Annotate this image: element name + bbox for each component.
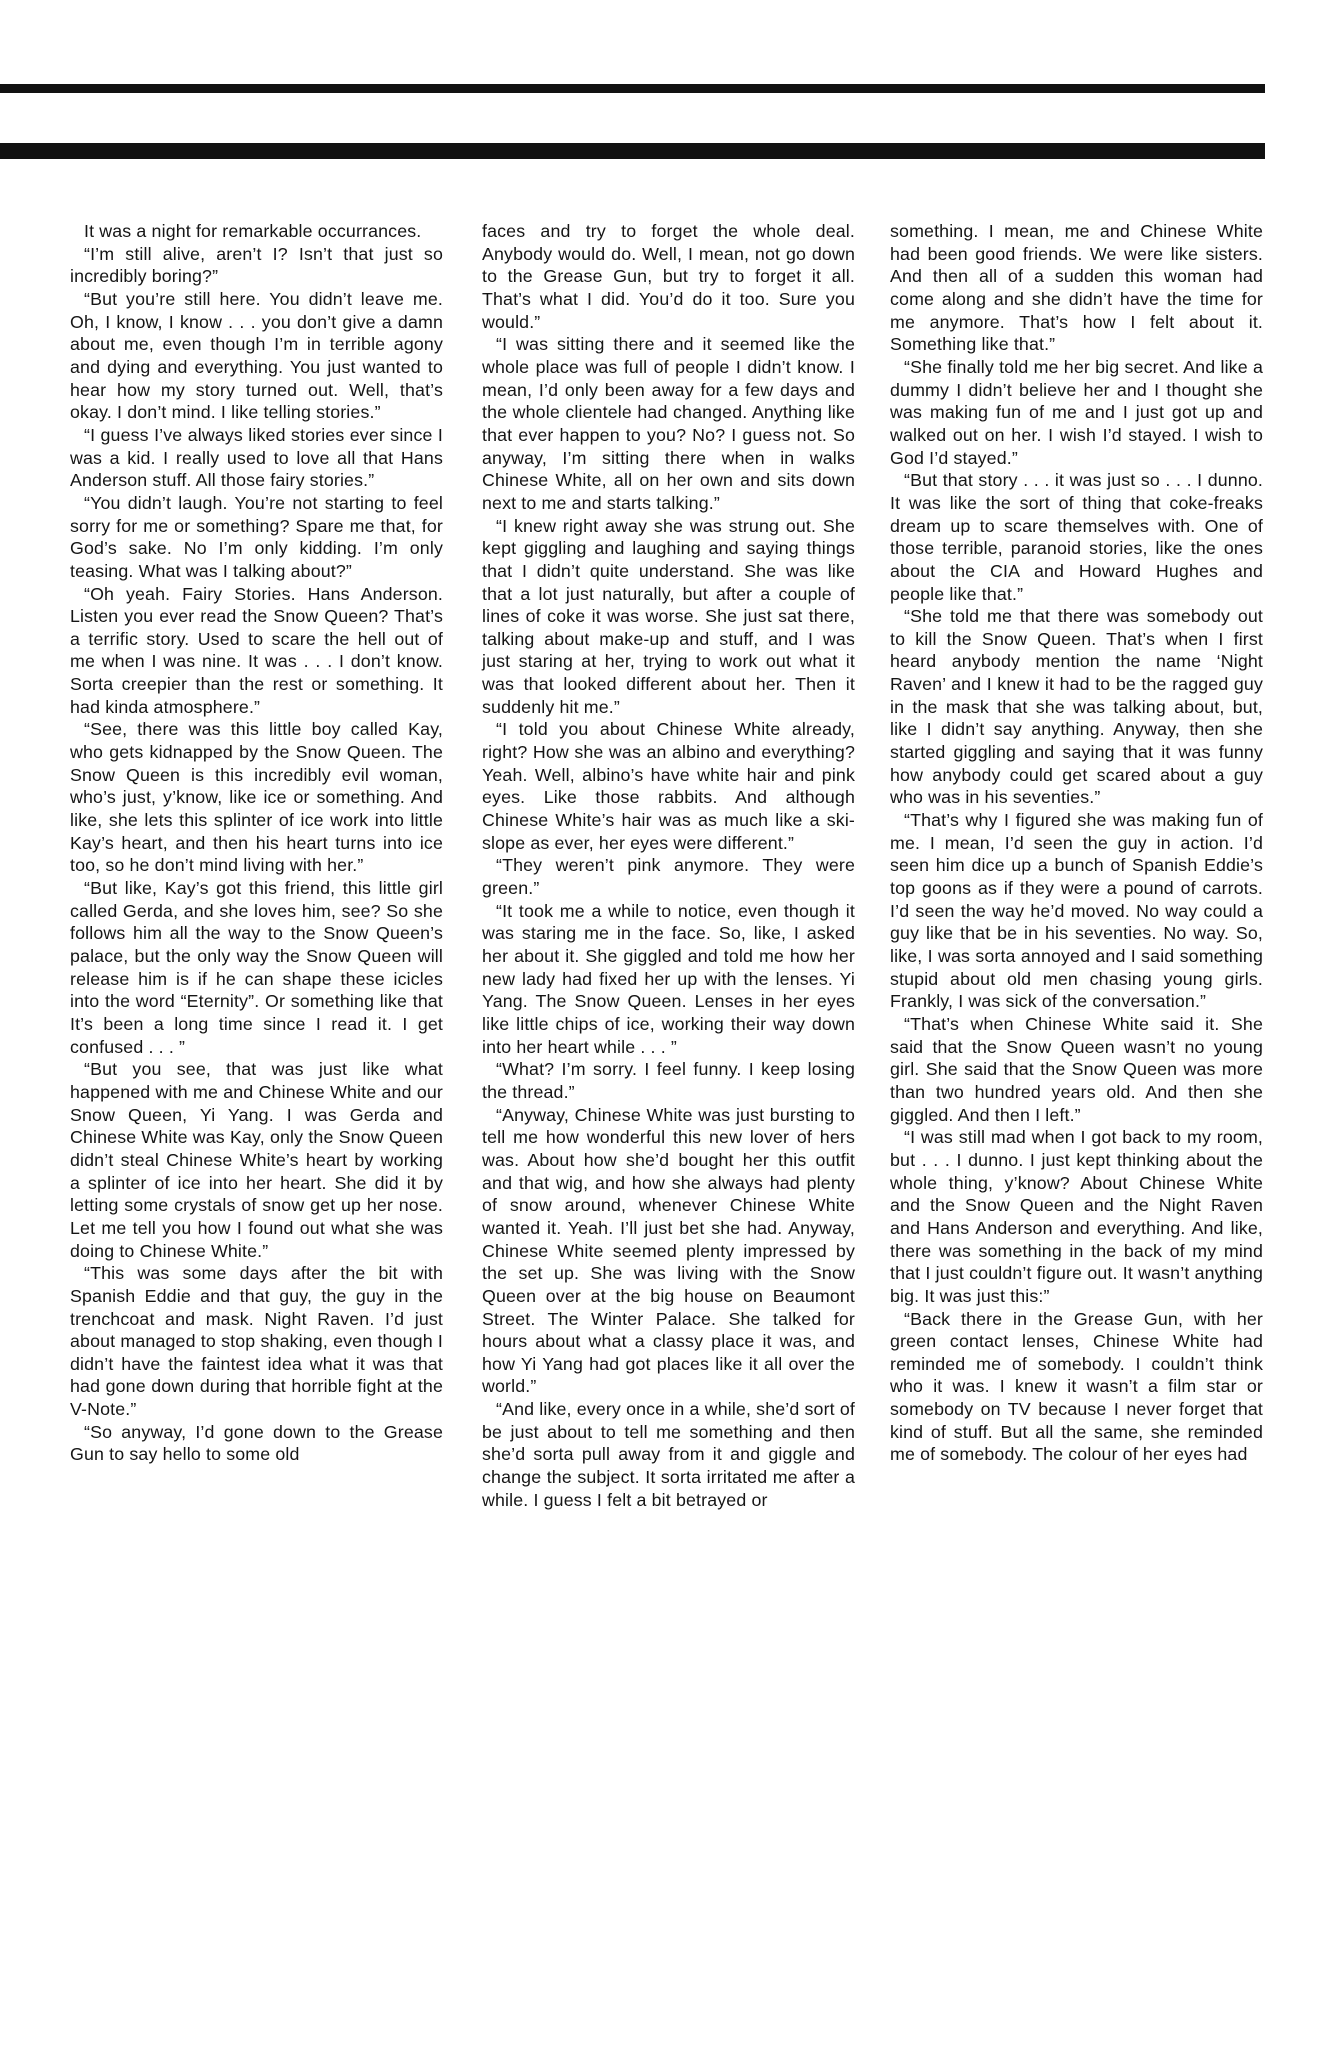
paragraph: “But that story . . . it was just so . . . I dunno. It was like the sort of thing that coke-freaks dream up to scare themselves with. One of those terrible, paranoid stories, like the ones about the CIA and Howard Hughes and people like that.”: [890, 470, 1263, 604]
paragraph: “She told me that there was somebody out to kill the Snow Queen. That’s when I first heard anybody mention the name ‘Night Raven’ and I knew it had to be the ragged guy in the mask that she was talking about, but, like I didn’t say anything. Anyway, then she started giggling and saying that it was funny how anybody could get scared about a guy who was in his seventies.”: [890, 606, 1263, 808]
paragraph: “It took me a while to notice, even though it was staring me in the face. So, like, I asked her about it. She giggled and told me how her new lady had fixed her up with the lenses. Yi Yang. The Snow Queen. Lenses in her eyes like little chips of ice, working their way down into her heart while . . . ”: [482, 900, 855, 1057]
paragraph: “But you see, that was just like what happened with me and Chinese White and our Snow Queen, Yi Yang. I was Gerda and Chinese White was Kay, only the Snow Queen didn’t steal Chinese White’s heart by working a splinter of ice into her heart. She did it by letting some crystals of snow get up her nose. Let me tell you how I found out what she was doing to Chinese White.”: [70, 1059, 443, 1261]
paragraph: “But like, Kay’s got this friend, this little girl called Gerda, and she loves him, see? So she follows him all the way to the Snow Queen’s palace, but the only way the Snow Queen will release him is if he can shape these icicles into the word “Eternity”. Or something like that It’s been a long time since I read it. I get confused . . . ”: [70, 878, 443, 1057]
paragraph: “I told you about Chinese White already, right? How she was an albino and everything? Yeah. Well, albino’s have white hair and pink eyes. Like those rabbits. And although Chinese White’s hair was as much like a ski-slope as ever, her eyes were different.”: [482, 719, 855, 853]
paragraph: “She finally told me her big secret. And like a dummy I didn’t believe her and I thought she was making fun of me and I just got up and walked out on her. I wish I’d stayed. I wish to God I’d stayed.”: [890, 356, 1263, 468]
paragraph: “Back there in the Grease Gun, with her green contact lenses, Chinese White had reminded me of somebody. I couldn’t think who it was. I knew it wasn’t a film star or somebody on TV because I never forget that kind of stuff. But all the same, she reminded me of somebody. The colour of her eyes had: [890, 1308, 1263, 1465]
text-column-3: [890, 220, 1263, 1466]
paragraph: “I was sitting there and it seemed like the whole place was full of people I didn’t know. I mean, I’d only been away for a few days and the whole clientele had changed. Anything like that ever happen to you? No? I guess not. So anyway, I’m sitting there when in walks Chinese White, all on her own and sits down next to me and starts talking.”: [482, 334, 855, 513]
paragraph: “Oh yeah. Fairy Stories. Hans Anderson. Listen you ever read the Snow Queen? That’s a terrific story. Used to scare the hell out of me when I was nine. It was . . . I don’t know. Sorta creepier than the rest or something. It had kinda atmosphere.”: [70, 583, 443, 717]
text-column-1: [70, 220, 443, 1466]
paragraph: “You didn’t laugh. You’re not starting to feel sorry for me or something? Spare me that, for God’s sake. No I’m only kidding. I’m only teasing. What was I talking about?”: [70, 492, 443, 581]
paragraph: “I’m still alive, aren’t I? Isn’t that just so incredibly boring?”: [70, 243, 443, 287]
paragraph: “I knew right away she was strung out. She kept giggling and laughing and saying things that I didn’t quite understand. She was like that a lot just naturally, but after a couple of lines of coke it was worse. She just sat there, talking about make-up and stuff, and I was just staring at her, trying to work out what it was that looked different about her. Then it suddenly hit me.”: [482, 515, 855, 717]
paragraph: “This was some days after the bit with Spanish Eddie and that guy, the guy in the trenchcoat and mask. Night Raven. I’d just about managed to stop shaking, even though I didn’t have the faintest idea what it was that had gone down during that horrible fight at the V-Note.”: [70, 1263, 443, 1420]
paragraph: “They weren’t pink anymore. They were green.”: [482, 855, 855, 899]
paragraph: “What? I’m sorry. I feel funny. I keep losing the thread.”: [482, 1059, 855, 1102]
top-rule: [0, 84, 1265, 93]
paragraph: “See, there was this little boy called Kay, who gets kidnapped by the Snow Queen. The Snow Queen is this incredibly evil woman, who’s just, y’know, like ice or something. And like, she lets this splinter of ice work into little Kay’s heart, and then his heart turns into ice too, so he don’t mind living with her.”: [70, 719, 443, 876]
paragraph: “I guess I’ve always liked stories ever since I was a kid. I really used to love all that Hans Anderson stuff. All those fairy stories.”: [70, 424, 443, 491]
paragraph: “Anyway, Chinese White was just bursting to tell me how wonderful this new lover of hers was. About how she’d bought her this outfit and that wig, and how she always had plenty of snow around, whenever Chinese White wanted it. Yeah. I’ll just bet she had. Anyway, Chinese White seemed plenty impressed by the set up. She was living with the Snow Queen over at the big house on Beaumont Street. The Winter Palace. She talked for hours about what a classy place it was, and how Yi Yang had got places like it all over the world.”: [482, 1104, 855, 1397]
paragraph: “That’s when Chinese White said it. She said that the Snow Queen wasn’t no young girl. She said that the Snow Queen was more than two hundred years old. And then she giggled. And then I left.”: [890, 1013, 1263, 1125]
paragraph: something. I mean, me and Chinese White had been good friends. We were like sisters. And then all of a sudden this woman had come along and she didn’t have the time for me anymore. That’s how I felt about it. Something like that.”: [890, 221, 1263, 355]
paragraph: faces and try to forget the whole deal. Anybody would do. Well, I mean, not go down to the Grease Gun, but try to forget it all. That’s what I did. You’d do it too. Sure you would.”: [482, 221, 855, 332]
paragraph: “I was still mad when I got back to my room, but . . . I dunno. I just kept thinking about the whole thing, y’know? About Chinese White and the Snow Queen and the Night Raven and Hans Anderson and everything. And like, there was something in the back of my mind that I just couldn’t figure out. It wasn’t anything big. It was just this:”: [890, 1127, 1263, 1306]
paragraph: “And like, every once in a while, she’d sort of be just about to tell me something and then she’d sorta pull away from it and giggle and change the subject. It sorta irritated me after a while. I guess I felt a bit betrayed or: [482, 1399, 855, 1510]
paragraph: It was a night for remarkable occurrances.: [84, 221, 422, 241]
text-column-2: [482, 220, 855, 1511]
paragraph: “But you’re still here. You didn’t leave me. Oh, I know, I know . . . you don’t give a damn about me, even though I’m in terrible agony and dying and everything. You just wanted to hear how my story turned out. Well, that’s okay. I don’t mind. I like telling stories.”: [70, 288, 443, 423]
paragraph: “That’s why I figured she was making fun of me. I mean, I’d seen the guy in action. I’d seen him dice up a bunch of Spanish Eddie’s top goons as if they were a pound of carrots. I’d seen the way he’d moved. No way could a guy like that be in his seventies. No way. So, like, I was sorta annoyed and I said something stupid about old men chasing young girls. Frankly, I was sick of the conversation.”: [890, 810, 1263, 1012]
header-bar: [0, 143, 1265, 159]
paragraph: “So anyway, I’d gone down to the Grease Gun to say hello to some old: [70, 1421, 443, 1465]
